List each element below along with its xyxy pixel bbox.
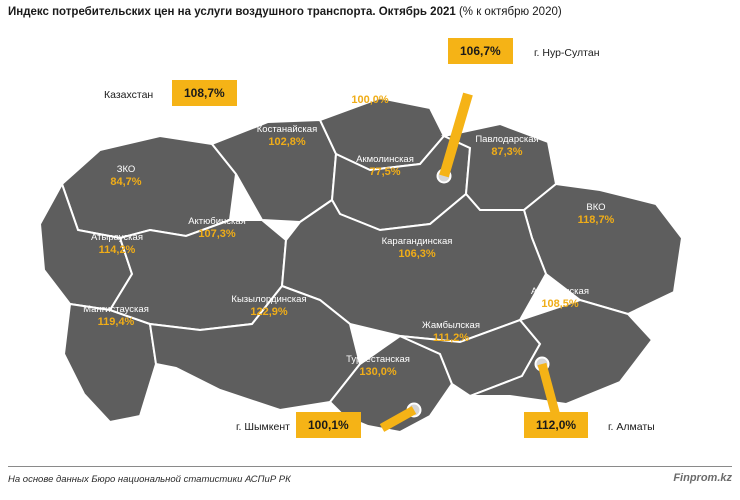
callout-label-kazakhstan: Казахстан	[104, 89, 154, 101]
footer-divider	[8, 466, 732, 467]
region-label-zko[interactable]: ЗКО 84,7%	[110, 164, 142, 188]
region-label-zhambyl[interactable]: Жамбылская 111,2%	[422, 320, 480, 344]
callout-label-shymkent: г. Шымкент	[236, 421, 290, 433]
region-label-atyrau[interactable]: Атырауская 114,2%	[91, 232, 143, 256]
region-label-akmola[interactable]: Акмолинская 77,5%	[356, 154, 414, 178]
region-label-kyzylorda[interactable]: Кызылординская 122,9%	[231, 294, 307, 318]
callout-value-kazakhstan[interactable]: 108,7%	[172, 80, 237, 106]
callout-value-nur-sultan[interactable]: 106,7%	[448, 38, 513, 64]
brand-logo: Finprom.kz	[673, 472, 732, 484]
region-label-vko[interactable]: ВКО 118,7%	[577, 202, 615, 226]
map-container	[0, 24, 740, 464]
region-label-sko[interactable]: СКО 100,0%	[351, 82, 389, 106]
region-label-mangistau[interactable]: Мангистауская 119,4%	[83, 304, 149, 328]
source-note: На основе данных Бюро национальной статистики АСПиР РК	[8, 474, 291, 485]
region-label-almaty-region[interactable]: Алматинская 108,5%	[531, 286, 589, 310]
region-label-kostanay[interactable]: Костанайская 102,8%	[256, 124, 318, 148]
page-title	[8, 6, 562, 18]
region-label-pavlodar[interactable]: Павлодарская 87,3%	[475, 134, 539, 158]
region-label-turkestan[interactable]: Туркестанская 130,0%	[346, 354, 410, 378]
region-label-karaganda[interactable]: Карагандинская 106,3%	[381, 236, 453, 260]
region-label-aktobe[interactable]: Актюбинская 107,3%	[188, 216, 246, 240]
callout-value-shymkent[interactable]: 100,1%	[296, 412, 361, 438]
callout-value-almaty[interactable]: 112,0%	[524, 412, 588, 438]
page-title-main: Индекс потребительских цен на услуги воздушного транспорта. Октябрь 2021	[8, 6, 456, 18]
page-title-sub: (% к октябрю 2020)	[455, 6, 562, 18]
callout-label-almaty: г. Алматы	[608, 421, 655, 433]
callout-label-nur-sultan: г. Нур-Султан	[534, 47, 600, 59]
